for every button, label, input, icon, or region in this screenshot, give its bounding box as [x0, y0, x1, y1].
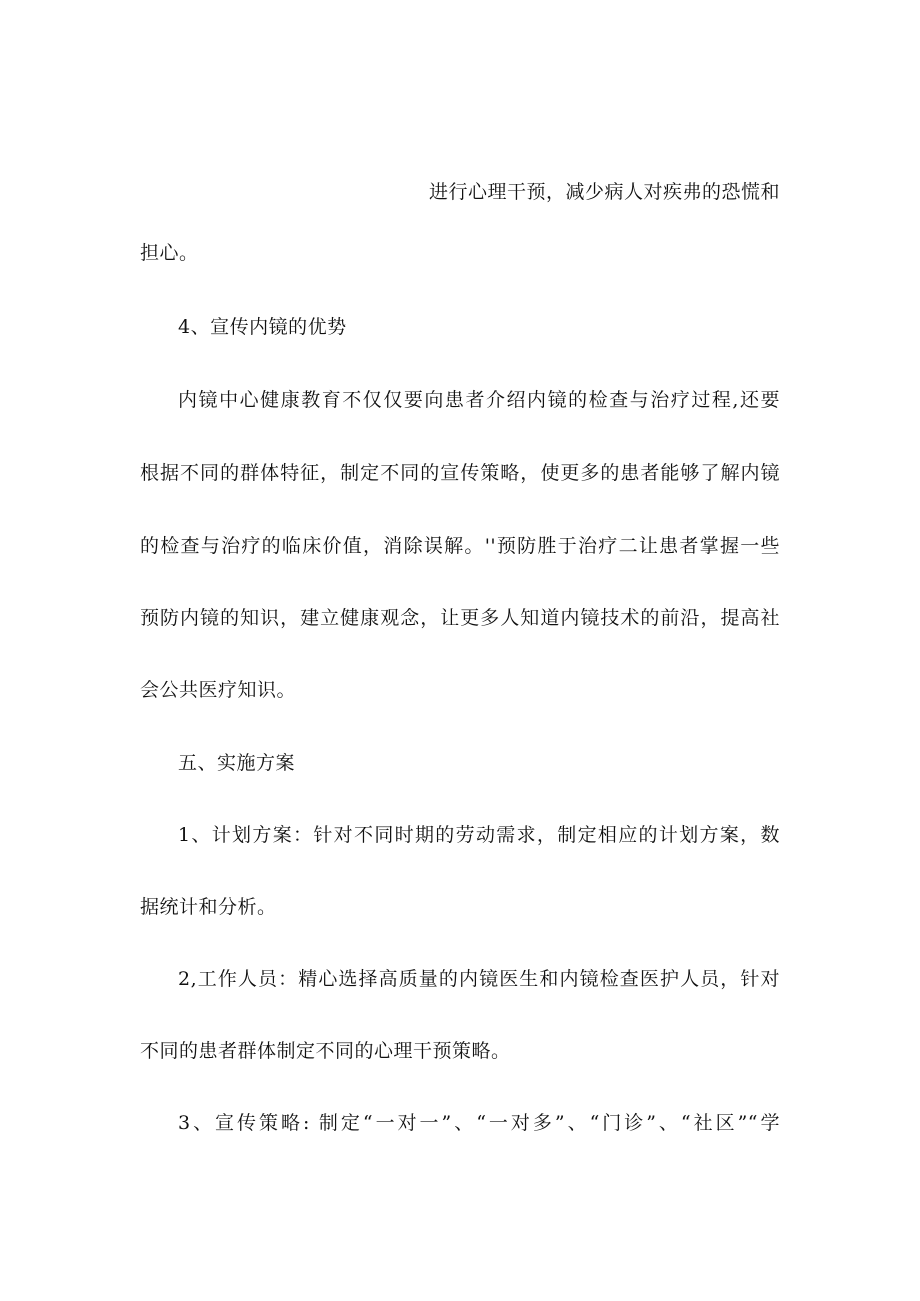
paragraph-line: 据统计和分析。 — [140, 896, 277, 918]
paragraph-line: 1、计划方案：针对不同时期的劳动需求，制定相应的计划方案，数 — [178, 824, 780, 846]
section-heading: 4、宣传内镜的优势 — [178, 316, 347, 338]
section-heading: 五、实施方案 — [178, 752, 296, 774]
paragraph-line: 根据不同的群体特征，制定不同的宣传策略，使更多的患者能够了解内镜 — [140, 462, 780, 484]
paragraph-line: 不同的患者群体制定不同的心理干预策略。 — [140, 1040, 511, 1062]
paragraph-line: 预防内镜的知识，建立健康观念，让更多人知道内镜技术的前沿，提高社 — [140, 607, 780, 629]
paragraph-line: 2,工作人员：精心选择高质量的内镜医生和内镜检查医护人员，针对 — [178, 968, 780, 990]
paragraph-line: 的检查与治疗的临床价值，消除误解。''预防胜于治疗二让患者掌握一些 — [140, 535, 780, 557]
paragraph-line: 担心。 — [140, 242, 199, 264]
paragraph-line: 进行心理干预，减少病人对疾弗的恐慌和 — [428, 181, 780, 203]
paragraph-line: 3、宣传策略: 制定“一对一”、“一对多”、“门诊”、“社区”“学 — [178, 1112, 780, 1134]
paragraph-line: 内镜中心健康教育不仅仅要向患者介绍内镜的检查与治疗过程,还要 — [178, 389, 780, 411]
paragraph-line: 会公共医疗知识。 — [140, 679, 297, 701]
